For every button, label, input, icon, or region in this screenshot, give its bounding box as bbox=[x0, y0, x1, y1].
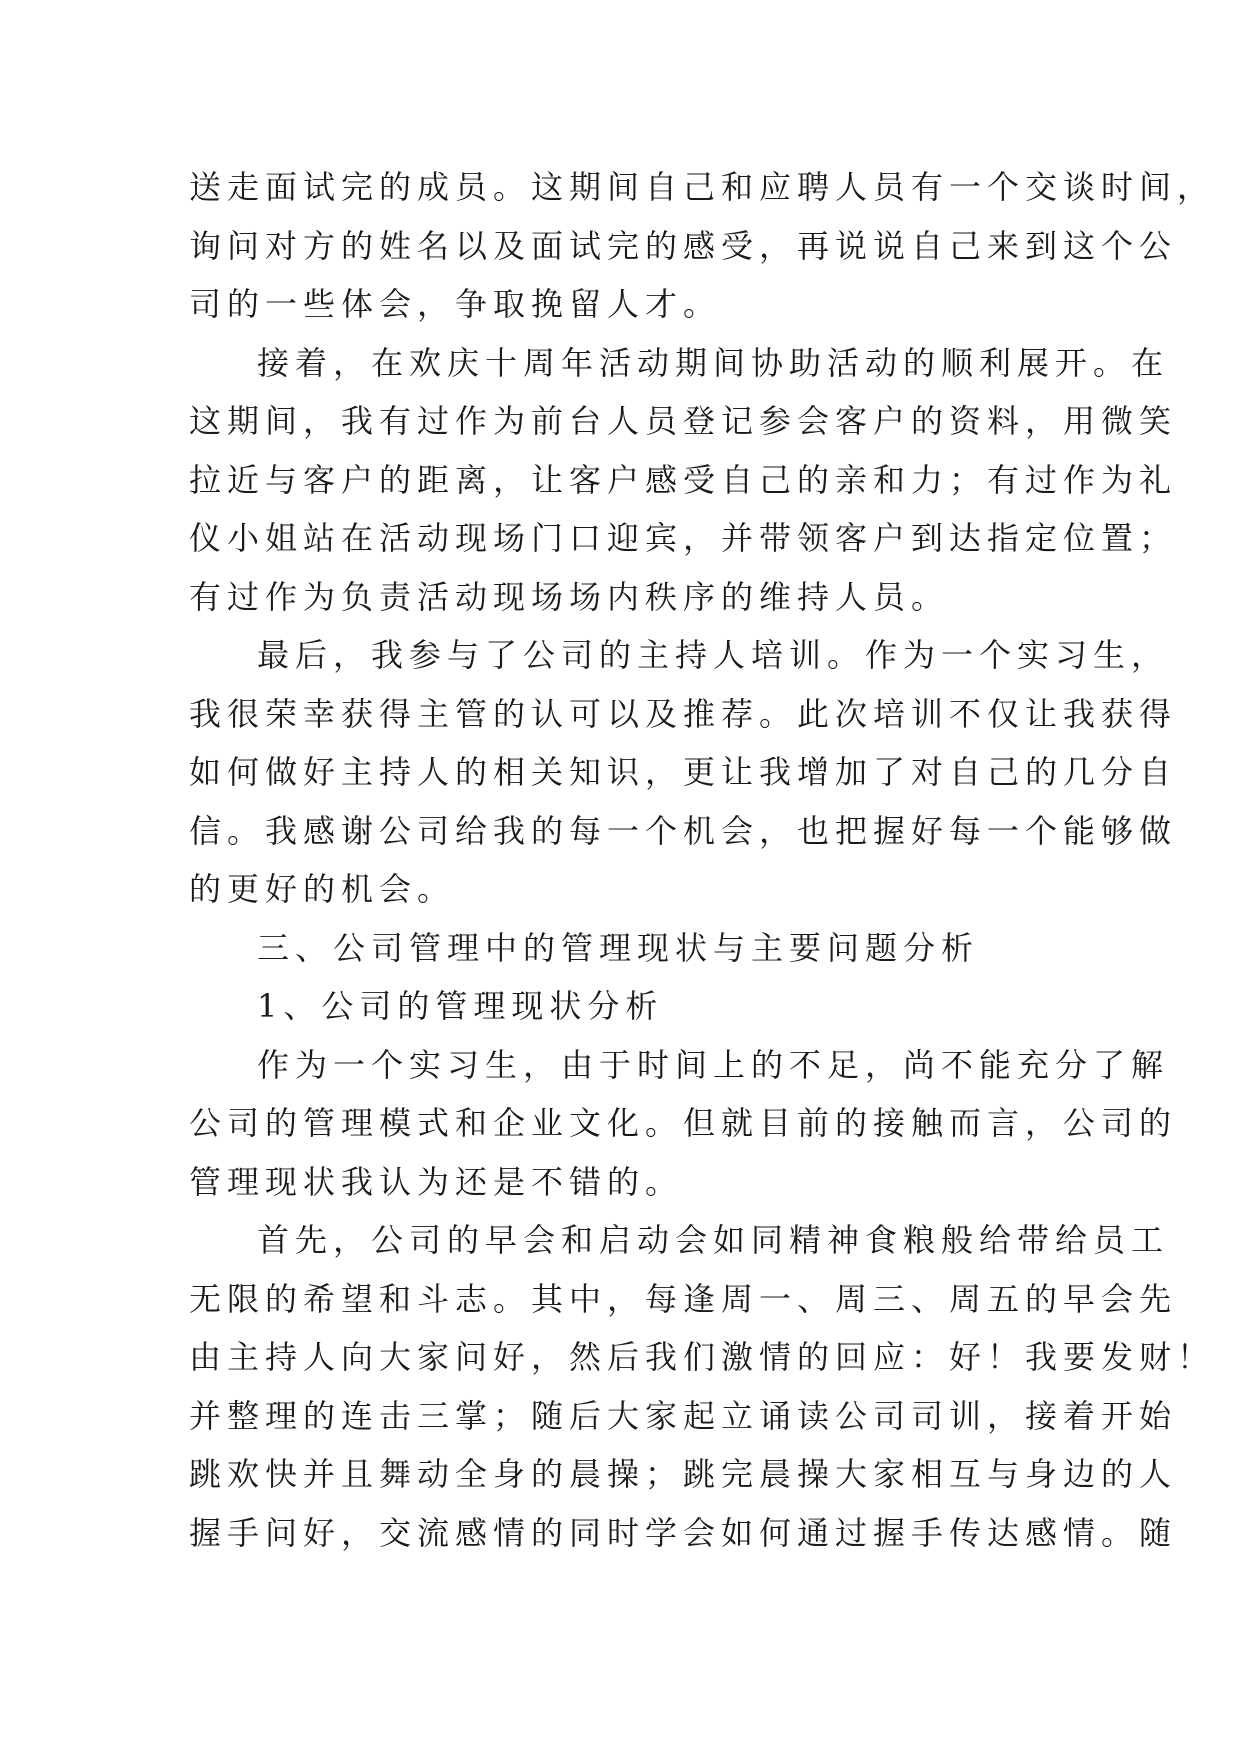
text-line: 如何做好主持人的相关知识，更让我增加了对自己的几分自 bbox=[189, 753, 1178, 791]
text-line: 管理现状我认为还是不错的。 bbox=[189, 1162, 684, 1201]
text-line: 信。我感谢公司给我的每一个机会，也把握好每一个能够做 bbox=[189, 811, 1178, 850]
text-line: 送走面试完的成员。这期间自己和应聘人员有一个交谈时间， bbox=[189, 168, 1216, 206]
text-line: 我很荣幸获得主管的认可以及推荐。此次培训不仅让我获得 bbox=[189, 694, 1178, 733]
text-line: 最后，我参与了公司的主持人培训。作为一个实习生， bbox=[257, 636, 1170, 674]
text-line: 这期间，我有过作为前台人员登记参会客户的资料，用微笑 bbox=[189, 402, 1178, 440]
text-line: 仪小姐站在活动现场门口迎宾，并带领客户到达指定位置； bbox=[189, 519, 1178, 557]
text-line: 握手问好，交流感情的同时学会如何通过握手传达感情。随 bbox=[189, 1513, 1178, 1552]
text-line: 的更好的机会。 bbox=[189, 870, 456, 908]
text-line: 接着，在欢庆十周年活动期间协助活动的顺利展开。在 bbox=[257, 343, 1170, 382]
text-line: 1、公司的管理现状分析 bbox=[257, 987, 664, 1025]
text-line: 询问对方的姓名以及面试完的感受，再说说自己来到这个公 bbox=[189, 226, 1178, 265]
text-line: 司的一些体会，争取挽留人才。 bbox=[189, 285, 722, 323]
text-line: 作为一个实习生，由于时间上的不足，尚不能充分了解 bbox=[257, 1045, 1170, 1084]
text-line: 无限的希望和斗志。其中，每逢周一、周三、周五的早会先 bbox=[189, 1279, 1178, 1318]
text-line: 首先，公司的早会和启动会如同精神食粮般给带给员工 bbox=[257, 1221, 1170, 1259]
document-body bbox=[189, 158, 1216, 1562]
text-line: 公司的管理模式和企业文化。但就目前的接触而言，公司的 bbox=[189, 1104, 1178, 1142]
text-line: 拉近与客户的距离，让客户感受自己的亲和力；有过作为礼 bbox=[189, 460, 1178, 499]
text-line: 有过作为负责活动现场场内秩序的维持人员。 bbox=[189, 577, 950, 616]
text-line: 由主持人向大家问好，然后我们激情的回应：好！我要发财！ bbox=[189, 1338, 1216, 1376]
text-line: 并整理的连击三掌；随后大家起立诵读公司司训，接着开始 bbox=[189, 1396, 1178, 1435]
text-line: 三、公司管理中的管理现状与主要问题分析 bbox=[257, 928, 980, 967]
text-line: 跳欢快并且舞动全身的晨操；跳完晨操大家相互与身边的人 bbox=[189, 1455, 1178, 1493]
